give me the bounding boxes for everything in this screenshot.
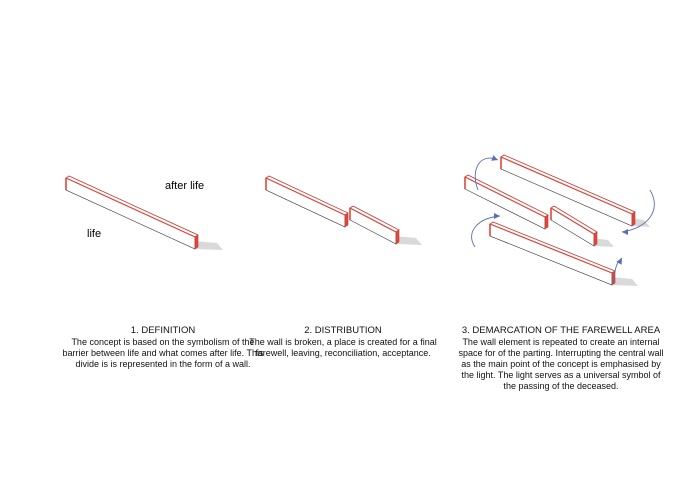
wall-broken-left-face (266, 178, 345, 227)
wall-broken-left (266, 176, 348, 227)
wall-mid-right-edge-end (594, 232, 597, 246)
wall-broken-left-edge-top (266, 178, 345, 215)
wall-broken-right-edge-end (396, 230, 399, 244)
wall-broken-left-edge-end (345, 213, 348, 227)
wall-mid-left-face (465, 177, 545, 229)
arrow-right-head (622, 229, 628, 235)
caption-demarcation (456, 325, 666, 392)
wall-front-top (490, 222, 615, 273)
wall-back-edge-end (632, 212, 635, 226)
after-life-label: after life (165, 180, 205, 192)
walls-layer (66, 155, 650, 286)
wall-mid-left-edge-end (545, 215, 548, 229)
caption-definition-title: 1. DEFINITION (130, 325, 196, 336)
caption-distribution-body: The wall is broken, a place is created for a final farewell, leaving, reconciliation, acceptance. (249, 337, 437, 358)
caption-definition (58, 325, 268, 370)
caption-distribution-title: 2. DISTRIBUTION (304, 325, 382, 336)
wall-single-edge-end (195, 235, 198, 249)
wall-front (490, 222, 638, 286)
arrow-left-head (494, 213, 500, 219)
caption-definition-body: The concept is based on the symbolism of the barrier between life and what comes after life. This divide is is represented in the form of a wall. (62, 337, 264, 369)
caption-demarcation-title: 3. DEMARCATION OF THE FAREWELL AREA (461, 325, 661, 336)
caption-distribution (238, 325, 448, 359)
wall-broken-right (350, 206, 422, 245)
life-label: life (87, 228, 102, 240)
caption-demarcation-body: The wall element is repeated to create an internal space for of the parting. Interrupting the central wall as the main point of the concept is emphasised by the light. The light serves as a universal symbol of the passing of the deceased. (458, 337, 664, 391)
